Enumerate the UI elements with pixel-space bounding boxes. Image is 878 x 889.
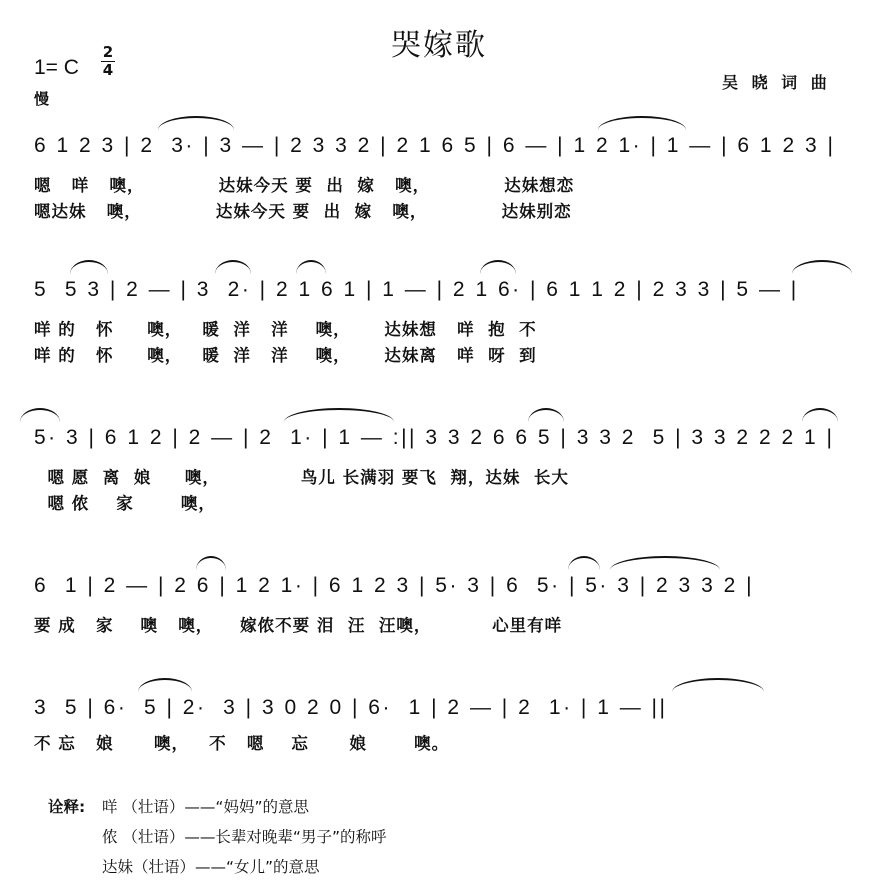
lyrics-verse-1: 要 成 家 噢 噢， 嫁侬不要 泪 汪 汪噢， 心里有咩 bbox=[34, 616, 563, 635]
slur bbox=[296, 260, 326, 274]
slur bbox=[802, 408, 838, 422]
notation-line: 5· 3 | 6 1 2 | 2 — | 2 1· | 1 — :|| 3 3 2 6 6 5 | 3 3 2 5 | 3 3 2 2 2 1 | bbox=[34, 426, 835, 449]
lyrics-verse-2: 嗯 侬 家 噢， bbox=[34, 494, 216, 513]
annotation-item: 侬 （壮语）——长辈对晚辈“男子”的称呼 bbox=[102, 828, 387, 846]
slur bbox=[792, 260, 852, 274]
slur bbox=[568, 556, 600, 570]
lyrics-verse-2: 嗯达妹 噢， 达妹今天 要 出 嫁 噢， 达妹别恋 bbox=[34, 202, 572, 221]
slur bbox=[528, 408, 564, 422]
slur bbox=[610, 556, 720, 570]
slur bbox=[70, 260, 108, 274]
slur bbox=[138, 678, 192, 692]
slur bbox=[215, 260, 251, 274]
slur bbox=[672, 678, 764, 692]
lyrics-verse-1: 嗯 咩 噢， 达妹今天 要 出 嫁 噢， 达妹想恋 bbox=[34, 176, 575, 195]
key-signature: 1= C bbox=[34, 56, 79, 79]
lyrics-verse-1: 嗯 愿 离 娘 噢， 鸟儿 长满羽 要飞 翔，达妹 长大 bbox=[34, 468, 569, 487]
meter-top: 2 bbox=[102, 43, 114, 61]
annotation-item: 达妹（壮语）——“女儿”的意思 bbox=[102, 858, 320, 876]
lyrics-verse-2: 咩 的 怀 噢， 暖 洋 洋 噢， 达妹离 咩 呀 到 bbox=[34, 346, 537, 365]
meter-bottom: 4 bbox=[102, 61, 114, 79]
notation-line: 6 1 2 3 | 2 3· | 3 — | 2 3 3 2 | 2 1 6 5 | 6 — | 1 2 1· | 1 — | 6 1 2 3 | bbox=[34, 134, 836, 157]
slur bbox=[598, 116, 686, 130]
lyrics-verse-1: 不 忘 娘 噢， 不 嗯 忘 娘 噢。 bbox=[34, 734, 450, 753]
notation-line: 5 5 3 | 2 — | 3 2· | 2 1 6 1 | 1 — | 2 1 6· | 6 1 1 2 | 2 3 3 | 5 — | bbox=[34, 278, 799, 301]
slur bbox=[480, 260, 516, 274]
lyrics-verse-1: 咩 的 怀 噢， 暖 洋 洋 噢， 达妹想 咩 抱 不 bbox=[34, 320, 537, 339]
slur bbox=[196, 556, 226, 570]
annotation-item: 咩 （壮语）——“妈妈”的意思 bbox=[102, 798, 309, 816]
time-signature bbox=[100, 44, 116, 79]
song-title: 哭嫁歌 bbox=[391, 28, 487, 63]
slur bbox=[20, 408, 60, 422]
tempo-marking: 慢 bbox=[34, 90, 50, 108]
notation-line: 6 1 | 2 — | 2 6 | 1 2 1· | 6 1 2 3 | 5· 3 | 6 5· | 5· 3 | 2 3 3 2 | bbox=[34, 574, 755, 597]
notation-line: 3 5 | 6· 5 | 2· 3 | 3 0 2 0 | 6· 1 | 2 — | 2 1· | 1 — || bbox=[34, 696, 668, 719]
slur bbox=[284, 408, 394, 422]
slur bbox=[158, 116, 234, 130]
composer-credit: 吴 晓 词 曲 bbox=[722, 73, 831, 92]
annotation-label: 诠释: bbox=[48, 798, 86, 816]
